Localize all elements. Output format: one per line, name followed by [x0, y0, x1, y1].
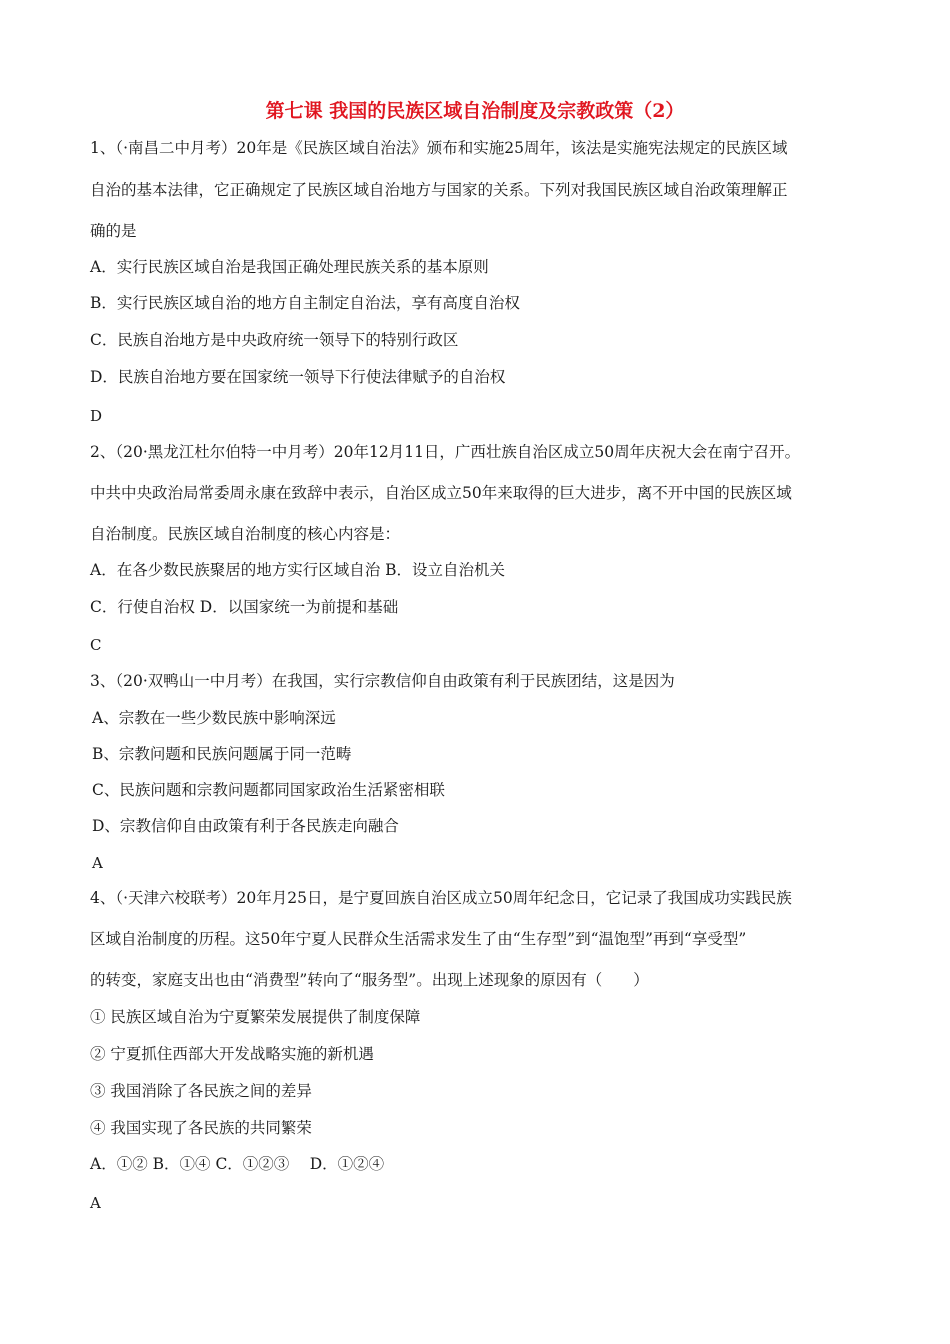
q1-option-b: B．实行民族区域自治的地方自主制定自治法，享有高度自治权 [90, 294, 520, 312]
q1-stem-line-3: 确的是 [90, 222, 137, 240]
q3-option-a: A、宗教在一些少数民族中影响深远 [92, 709, 336, 727]
q4-item-4: ④ 我国实现了各民族的共同繁荣 [90, 1119, 312, 1137]
q2-stem-line-1: 2、（20·黑龙江杜尔伯特一中月考）20年12月11日，广西壮族自治区成立50周年庆祝大会在南宁召开。 [90, 443, 801, 461]
q1-answer: D [90, 407, 103, 425]
q4-stem-line-1: 4、（·天津六校联考）20年月25日，是宁夏回族自治区成立50周年纪念日，它记录了我国成功实践民族 [90, 889, 792, 907]
q2-stem-line-2: 中共中央政治局常委周永康在致辞中表示，自治区成立50年来取得的巨大进步，离不开中国的民族区域 [90, 484, 792, 502]
q2-option-cd: C．行使自治权 D．以国家统一为前提和基础 [90, 598, 399, 616]
q2-option-ab: A．在各少数民族聚居的地方实行区域自治 B．设立自治机关 [90, 561, 506, 579]
q4-stem-line-2: 区域自治制度的历程。这50年宁夏人民群众生活需求发生了由“生存型”到“温饱型”再到“享受型” [90, 930, 747, 948]
q4-answer: A [90, 1194, 101, 1212]
q3-stem-line-1: 3、（20·双鸭山一中月考）在我国，实行宗教信仰自由政策有利于民族团结，这是因为 [90, 672, 675, 690]
q4-item-1: ① 民族区域自治为宁夏繁荣发展提供了制度保障 [90, 1008, 421, 1026]
q1-option-d: D．民族自治地方要在国家统一领导下行使法律赋予的自治权 [90, 368, 506, 386]
q2-stem-line-3: 自治制度。民族区域自治制度的核心内容是： [90, 525, 401, 543]
q1-option-c: C．民族自治地方是中央政府统一领导下的特别行政区 [90, 331, 459, 349]
q1-stem-line-2: 自治的基本法律，它正确规定了民族区域自治地方与国家的关系。下列对我国民族区域自治政策理解正 [90, 181, 788, 199]
q1-stem-line-1: 1、（·南昌二中月考）20年是《民族区域自治法》颁布和实施25周年，该法是实施宪法规定的民族区域 [90, 139, 788, 157]
q2-answer: C [90, 636, 102, 654]
q4-options: A．①② B．①④ C．①②③ D．①②④ [90, 1155, 385, 1173]
q3-option-d: D、宗教信仰自由政策有利于各民族走向融合 [92, 817, 399, 835]
q4-item-3: ③ 我国消除了各民族之间的差异 [90, 1082, 312, 1100]
q1-option-a: A．实行民族区域自治是我国正确处理民族关系的基本原则 [90, 258, 489, 276]
q4-stem-line-3: 的转变，家庭支出也由“消费型”转向了“服务型”。出现上述现象的原因有（ ） [90, 971, 649, 989]
q4-item-2: ② 宁夏抓住西部大开发战略实施的新机遇 [90, 1045, 374, 1063]
q3-option-b: B、宗教问题和民族问题属于同一范畴 [92, 745, 352, 763]
q3-option-c: C、民族问题和宗教问题都同国家政治生活紧密相联 [92, 781, 445, 799]
q3-answer: A [92, 854, 103, 872]
document-title: 第七课 我国的民族区域自治制度及宗教政策（2） [265, 100, 685, 122]
